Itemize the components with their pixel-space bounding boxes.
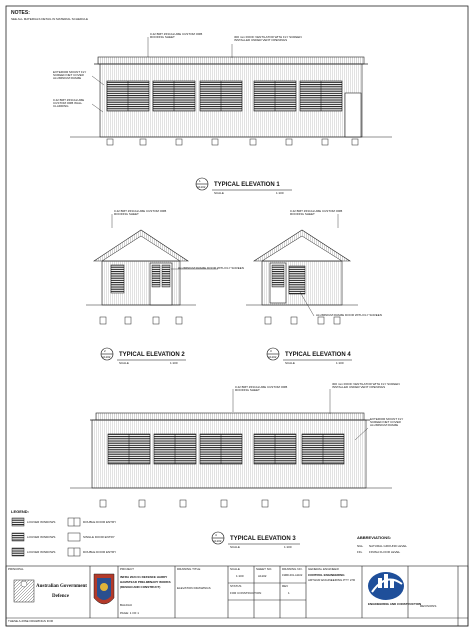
legend-item: SINGLE DOOR ENTRY [83, 535, 115, 539]
logo-text: ENGINEERING AND CONSTRUCTION [368, 602, 422, 606]
engineering-logo-icon [368, 572, 404, 600]
callout-roof-sheet: 0.42 BMT ZINCALUME CUSTOM ORB ROOFING SHEET [150, 32, 203, 39]
scale-label: SCALE [230, 567, 240, 571]
drawing-title: ELEVATION DRAWINGS [177, 586, 211, 590]
consultant-label: GENERAL ENGINEER [308, 567, 339, 571]
abbreviation-code: NGL [357, 544, 364, 548]
elevation-2-ref: A1102 [102, 355, 111, 359]
callout-door: ALUMINIUM FRAME DOOR WITH FLY SCREEN [316, 313, 382, 317]
legend-item: LOUVER WINDOWS [27, 535, 56, 539]
louvre-window [107, 81, 342, 111]
project-line: (DESIGN AND CONSTRUCT) [120, 585, 161, 589]
status-value: FOR CONSTRUCTION [230, 591, 262, 595]
revisions-label: REVISIONS [420, 604, 437, 608]
crest-icon [14, 580, 34, 602]
elevation-1-title: TYPICAL ELEVATION 1 [214, 182, 280, 188]
consultant-name: CONTROL ENGINEERING [308, 573, 345, 577]
principal-label: PRINCIPAL [8, 567, 24, 571]
callout-roof-sheet: 0.42 BMT ZINCALUME CUSTOM ORB ROOFING SHEET [114, 209, 167, 216]
elevation-3-number: 4 [215, 533, 217, 537]
elevation-2-scale-label: SCALE [119, 361, 129, 365]
elevation-2-scale: 1:100 [170, 361, 178, 365]
abbreviations-heading: ABBREVIATIONS: [357, 535, 392, 540]
org-subname: Defence [52, 594, 69, 599]
footer-note: THESE A-RISE DRAWINGS FOR [8, 619, 54, 623]
rev-label: REV [282, 584, 289, 588]
elevation-3-title: TYPICAL ELEVATION 3 [230, 536, 296, 542]
sheet-label: SHEET NO. [256, 567, 273, 571]
elevation-1-ref: A1102 [197, 185, 206, 189]
drawing-title-label: DRAWING TITLE [177, 567, 201, 571]
elevation-4-ref: A1102 [268, 355, 277, 359]
legend-item: DOUBLE DOOR ENTRY [83, 550, 117, 554]
legend-item: LOUVER WINDOWS [27, 520, 56, 524]
legend-item: DOUBLE DOOR ENTRY [83, 520, 117, 524]
drawing-number-label: DRAWING NO. [282, 567, 303, 571]
elevation-1-scale-label: SCALE [214, 191, 224, 195]
elevation-2-title: TYPICAL ELEVATION 2 [119, 352, 185, 358]
elevation-1-drawing [70, 37, 392, 145]
project-location: BALDAU [120, 603, 133, 607]
louvre-window [108, 434, 344, 464]
project-label: PROJECT [120, 567, 135, 571]
callout-roof-sheet: 0.42 BMT ZINCALUME CUSTOM ORB ROOFING SHEET [290, 209, 343, 216]
callout-door: ALUMINIUM FRAME DOOR WITH FLY SCREEN [178, 266, 244, 270]
abbreviation-code: FFL [357, 550, 363, 554]
consultant-company: ARTHUR ENGINEERING PTY LTD [308, 578, 356, 582]
legend-heading: LEGEND: [11, 509, 29, 514]
status-label: STATUS [230, 584, 242, 588]
legend-item: LOUVER WINDOWS [27, 550, 56, 554]
page-indicator: PAGE: 1 OF 1 [120, 611, 139, 615]
elevation-3-drawing [70, 389, 392, 507]
callout-ventilator: 300 mm ROOF VENTILATOR WITH FLY SCREEN INSTALLED UNDER VENT OPENINGS [332, 382, 400, 389]
sheet-value: A1102 [258, 574, 267, 578]
elevation-3-scale: 1:100 [284, 545, 292, 549]
elevation-2-number: 2 [104, 349, 106, 353]
project-line: INFRA 2024 01 DEFENCE HARRY [120, 575, 168, 579]
abbreviation-text: NATURAL GROUND LEVEL [369, 544, 408, 548]
callout-louvre-screen: EXTERIOR MOUNT FLY SCREEN NET COVER ALUMINIUM FRAME [370, 417, 404, 427]
drawing-number: 19MD-001-A1102 [282, 574, 303, 577]
defence-badge-icon [94, 574, 114, 604]
abbreviation-text: FINISH FLOOR LEVEL [369, 550, 401, 554]
callout-wall-cladding: 0.42 BMT ZINCALUME CUSTOM ORB WALL CLADDING [53, 98, 85, 108]
notes-heading: NOTES: [11, 10, 30, 16]
elevation-3-ref: A1102 [213, 539, 222, 543]
callout-ventilator: 300 mm ROOF VENTILATOR WITH FLY SCREEN INSTALLED UNDER VENT OPENINGS [234, 35, 302, 42]
callout-louvre-screen: EXTERIOR MOUNT FLY SCREEN NET COVER ALUMINIUM FRAME [53, 70, 87, 80]
elevation-4-scale-label: SCALE [285, 361, 295, 365]
elevation-1-scale: 1:100 [276, 191, 284, 195]
elevation-3-scale-label: SCALE [230, 545, 240, 549]
elevation-4-title: TYPICAL ELEVATION 4 [285, 352, 351, 358]
rev-value: 1 [288, 591, 290, 595]
callout-roof-sheet: 0.42 BMT ZINCALUME CUSTOM ORB ROOFING SHEET [235, 385, 288, 392]
scale-value: 1:100 [236, 574, 244, 578]
elevation-4-number: 3 [270, 349, 272, 353]
elevation-4-drawing [246, 214, 358, 324]
project-line: HAMSTEAD PRELIMINARY WORKS [120, 580, 171, 584]
elevation-4-scale: 1:100 [336, 361, 344, 365]
elevation-1-number: 1 [199, 179, 201, 183]
org-name: Australian Government [36, 584, 87, 589]
notes-line: SEE ALL MATERIALS DETAIL IN MATERIAL SCHEDULE [11, 17, 89, 21]
